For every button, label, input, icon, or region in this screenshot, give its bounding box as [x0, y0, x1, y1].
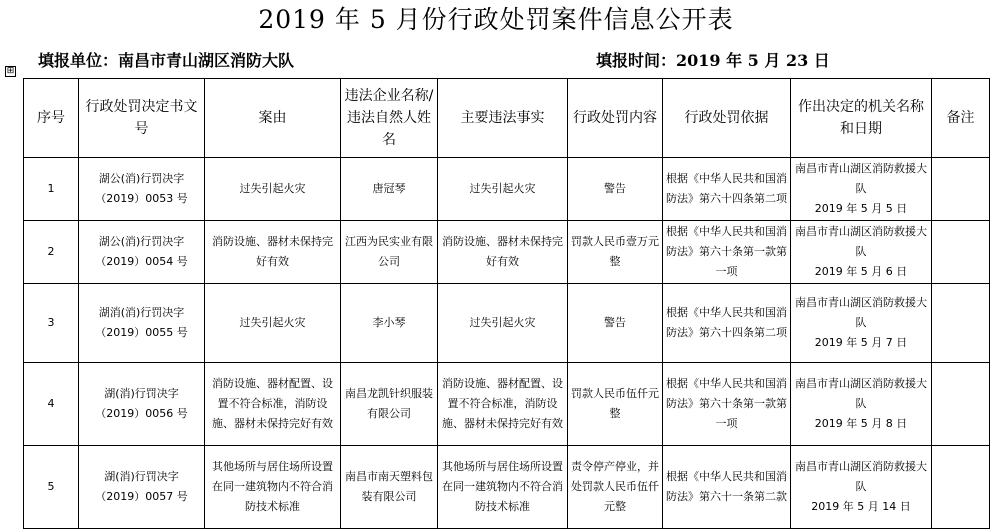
cell-party: 李小琴	[341, 284, 438, 363]
cell-basis: 根据《中华人民共和国消防法》第六十条第一款第一项	[663, 221, 791, 284]
cell-penalty: 警告	[568, 158, 663, 221]
header-doc-number: 行政处罚决定书文号	[79, 79, 205, 158]
header-penalty: 行政处罚内容	[568, 79, 663, 158]
table-row	[24, 158, 990, 221]
cell-facts: 过失引起火灾	[438, 158, 568, 221]
org-name: 南昌市青山湖区消防救援大队	[795, 225, 927, 258]
table-row	[24, 446, 990, 529]
cell-no: 3	[24, 284, 79, 363]
org-name: 南昌市青山湖区消防救援大队	[795, 162, 927, 195]
cell-basis: 根据《中华人民共和国消防法》第六十条第一款第一项	[663, 363, 791, 446]
cell-facts: 过失引起火灾	[438, 284, 568, 363]
org-name: 南昌市青山湖区消防救援大队	[795, 377, 927, 410]
penalty-table	[23, 78, 990, 529]
cell-no: 4	[24, 363, 79, 446]
header-facts: 主要违法事实	[438, 79, 568, 158]
decision-date: 2019 年 5 月 7 日	[814, 336, 908, 349]
cell-cause: 过失引起火灾	[205, 158, 341, 221]
cell-penalty: 罚款人民币壹万元整	[568, 221, 663, 284]
cell-cause: 消防设施、器材未保持完好有效	[205, 221, 341, 284]
header-row	[24, 79, 990, 158]
cell-basis: 根据《中华人民共和国消防法》第六十一条第二款	[663, 446, 791, 529]
cell-org-date	[791, 158, 932, 221]
cell-party: 唐冠琴	[341, 158, 438, 221]
table-row	[24, 284, 990, 363]
cell-facts: 消防设施、器材未保持完好有效	[438, 221, 568, 284]
cell-party: 南昌市南天塑料包装有限公司	[341, 446, 438, 529]
cell-org-date	[791, 446, 932, 529]
cell-note	[932, 363, 990, 446]
reporting-unit: 填报单位：南昌市青山湖区消防大队	[38, 51, 295, 70]
cell-basis: 根据《中华人民共和国消防法》第六十四条第二项	[663, 284, 791, 363]
cell-note	[932, 446, 990, 529]
header-party: 违法企业名称/违法自然人姓名	[341, 79, 438, 158]
header-cause: 案由	[205, 79, 341, 158]
cell-org-date	[791, 221, 932, 284]
document-title: 2019 年 5 月份行政处罚案件信息公开表	[258, 5, 734, 34]
reporting-date: 填报时间：2019 年 5 月 23 日	[596, 51, 830, 70]
table-row	[24, 363, 990, 446]
cell-basis: 根据《中华人民共和国消防法》第六十四条第二项	[663, 158, 791, 221]
decision-date: 2019 年 5 月 8 日	[814, 417, 908, 430]
cell-facts: 其他场所与居住场所设置在同一建筑物内不符合消防技术标准	[438, 446, 568, 529]
cell-no: 1	[24, 158, 79, 221]
header-note: 备注	[932, 79, 990, 158]
cell-doc-number: 湖公(消)行罚决字（2019）0053 号	[79, 158, 205, 221]
table-row	[24, 221, 990, 284]
cell-org-date	[791, 284, 932, 363]
decision-date: 2019 年 5 月 6 日	[814, 265, 908, 278]
cell-penalty: 警告	[568, 284, 663, 363]
cell-no: 5	[24, 446, 79, 529]
cell-cause: 过失引起火灾	[205, 284, 341, 363]
cell-note	[932, 284, 990, 363]
cell-note	[932, 158, 990, 221]
cell-facts: 消防设施、器材配置、设置不符合标准，消防设施、器材未保持完好有效	[438, 363, 568, 446]
cell-cause: 消防设施、器材配置、设置不符合标准，消防设施、器材未保持完好有效	[205, 363, 341, 446]
cell-penalty: 罚款人民币伍仟元整	[568, 363, 663, 446]
cell-doc-number: 湖(消)行罚决字（2019）0057 号	[79, 446, 205, 529]
decision-date: 2019 年 5 月 5 日	[814, 202, 908, 215]
cell-note	[932, 221, 990, 284]
cell-doc-number: 湖消(消)行罚决字（2019）0055 号	[79, 284, 205, 363]
cell-no: 2	[24, 221, 79, 284]
cell-doc-number: 湖公(消)行罚决字（2019）0054 号	[79, 221, 205, 284]
header-org-date: 作出决定的机关名称和日期	[791, 79, 932, 158]
header-no: 序号	[24, 79, 79, 158]
cell-cause: 其他场所与居住场所设置在同一建筑物内不符合消防技术标准	[205, 446, 341, 529]
cell-doc-number: 湖(消)行罚决字（2019）0056 号	[79, 363, 205, 446]
header-basis: 行政处罚依据	[663, 79, 791, 158]
decision-date: 2019 年 5 月 14 日	[811, 500, 911, 513]
cell-party: 江西为民实业有限公司	[341, 221, 438, 284]
cell-party: 南昌龙凯针织服装有限公司	[341, 363, 438, 446]
org-name: 南昌市青山湖区消防救援大队	[795, 296, 927, 329]
table-move-handle-icon[interactable]: ⊞	[6, 66, 15, 76]
org-name: 南昌市青山湖区消防救援大队	[795, 460, 927, 493]
cell-penalty: 责令停产停业，并处罚款人民币伍仟元整	[568, 446, 663, 529]
cell-org-date	[791, 363, 932, 446]
